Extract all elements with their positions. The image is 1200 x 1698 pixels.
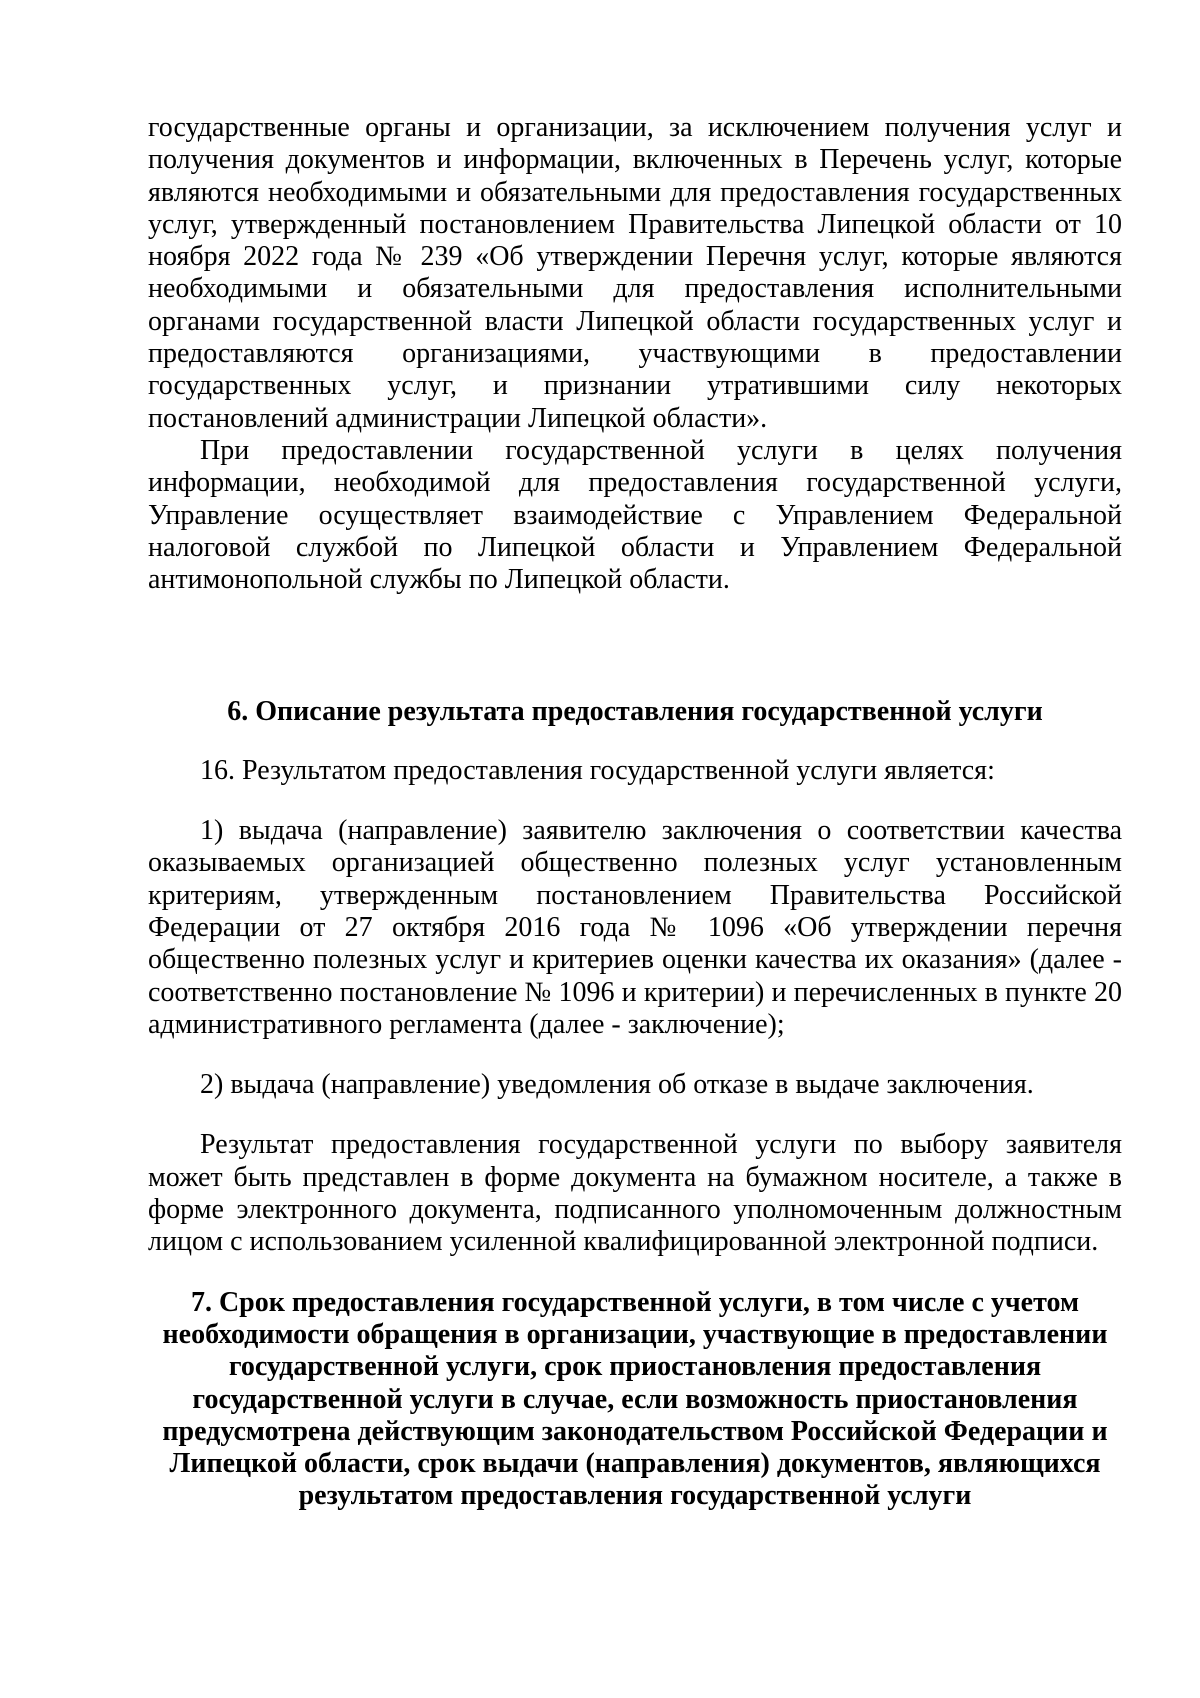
section-7-heading: 7. Срок предоставления государственной услуги, в том числе с учетом необходимости обращения в организации, участвующие в предоставлении государственной услуги, срок приостановления предоставления государственной услуги в случае, если возможность приостановления предусмотрена действующим законодательством Российской Федерации и Липецкой области, срок выдачи (направления) документов, являющихся результатом предоставления государственной услуги xyxy=(162,1286,1108,1512)
document-page xyxy=(148,112,1122,1513)
item-16-subitem-1: 1) выдача (направление) заявителю заключения о соответствии качества оказываемых организацией общественно полезных услуг установленным критериям, утвержденным постановлением Правительства Российской Федерации от 27 октября 2016 года № 1096 «Об утверждении перечня общественно полезных услуг и критериев оценки качества их оказания» (далее - соответственно постановление № 1096 и критерии) и перечисленных в пункте 20 административного регламента (далее - заключение); xyxy=(148,815,1122,1040)
item-16-subitem-2: 2) выдача (направление) уведомления об отказе в выдаче заключения. xyxy=(200,1069,1034,1101)
interaction-paragraph: При предоставлении государственной услуги в целях получения информации, необходимой для предоставления государственной услуги, Управление осуществляет взаимодействие с Управлением Федеральной налоговой службой по Липецкой области и Управлением Федеральной антимонопольной службы по Липецкой области. xyxy=(148,434,1122,596)
item-16: 16. Результатом предоставления государственной услуги является: xyxy=(200,754,995,786)
continuation-paragraph: государственные органы и организации, за исключением получения услуг и получения документов и информации, включенных в Перечень услуг, которые являются необходимыми и обязательными для предоставления государственных услуг, утвержденный постановлением Правительства Липецкой области от 10 ноября 2022 года № 239 «Об утверждении Перечня услуг, которые являются необходимыми и обязательными для предоставления исполнительными органами государственной власти Липецкой области государственных услуг и предоставляются организациями, участвующими в предоставлении государственных услуг, и признании утратившими силу некоторых постановлений администрации Липецкой области». xyxy=(148,112,1122,434)
section-6-heading: 6. Описание результата предоставления государственной услуги xyxy=(227,696,1043,728)
result-paragraph: Результат предоставления государственной услуги по выбору заявителя может быть представлен в форме документа на бумажном носителе, а также в форме электронного документа, подписанного уполномоченным должностным лицом с использованием усиленной квалифицированной электронной подписи. xyxy=(148,1129,1122,1258)
